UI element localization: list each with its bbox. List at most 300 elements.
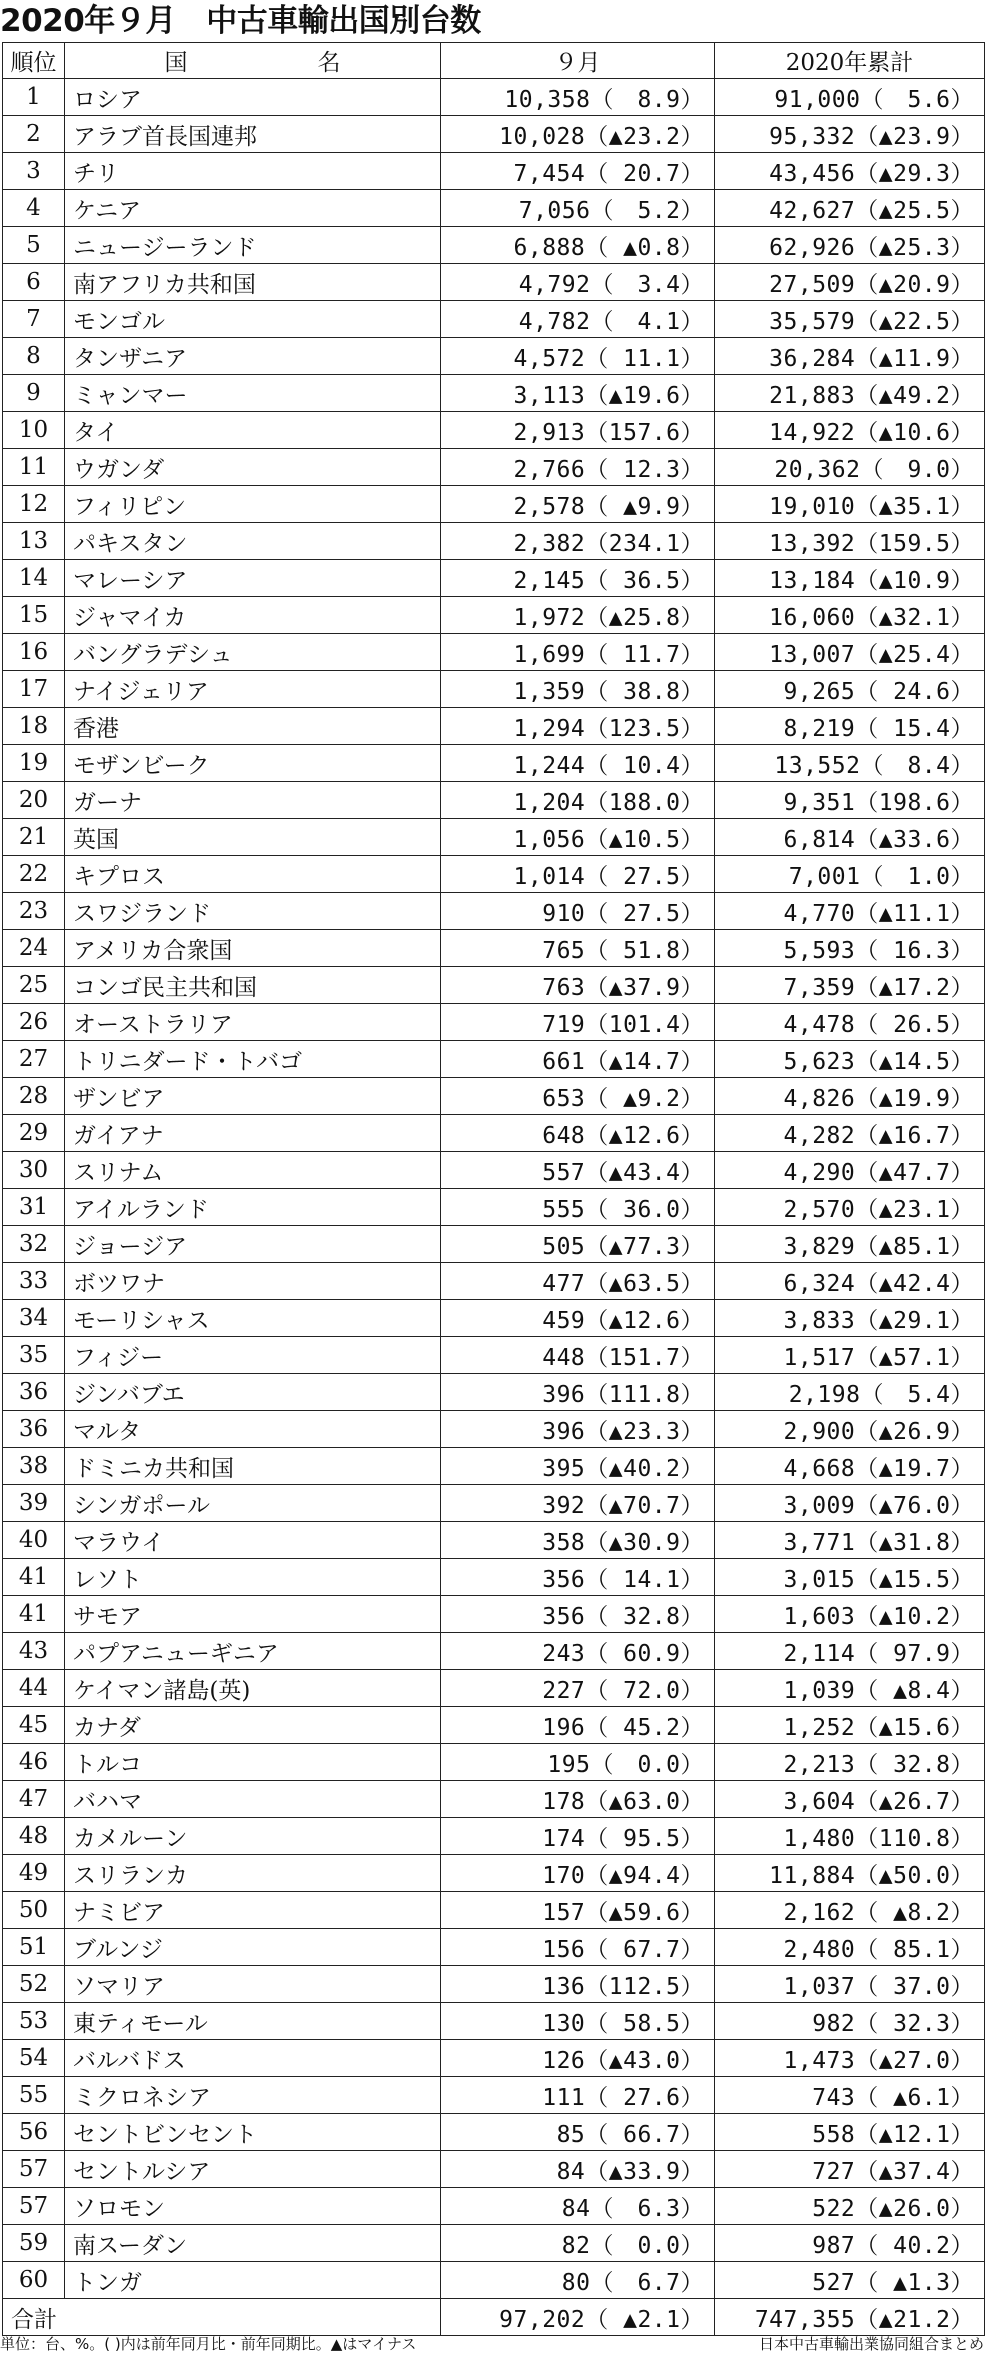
cumulative-cell: 2,114（ 97.9） xyxy=(715,1633,985,1670)
rank-cell: 56 xyxy=(3,2114,65,2151)
footnote: 単位：台、%。( )内は前年同月比・前年同期比。▲はマイナス xyxy=(0,2335,417,2353)
rank-cell: 53 xyxy=(3,2003,65,2040)
table-row xyxy=(3,449,985,486)
country-name-cell: ジャマイカ xyxy=(65,597,441,634)
rank-cell: 49 xyxy=(3,1855,65,1892)
cumulative-cell: 91,000（ 5.6） xyxy=(715,79,985,116)
september-cell: 2,382（234.1） xyxy=(441,523,715,560)
country-name-cell: ケイマン諸島(英) xyxy=(65,1670,441,1707)
table-row xyxy=(3,708,985,745)
september-cell: 2,913（157.6） xyxy=(441,412,715,449)
country-name-cell: 東ティモール xyxy=(65,2003,441,2040)
september-cell: 10,358（ 8.9） xyxy=(441,79,715,116)
rank-cell: 60 xyxy=(3,2262,65,2299)
cumulative-cell: 13,392（159.5） xyxy=(715,523,985,560)
table-row xyxy=(3,2040,985,2077)
cumulative-cell: 1,473（▲27.0） xyxy=(715,2040,985,2077)
table-row xyxy=(3,264,985,301)
cumulative-cell: 16,060（▲32.1） xyxy=(715,597,985,634)
september-cell: 174（ 95.5） xyxy=(441,1818,715,1855)
rank-cell: 30 xyxy=(3,1152,65,1189)
cumulative-cell: 13,007（▲25.4） xyxy=(715,634,985,671)
september-cell: 356（ 14.1） xyxy=(441,1559,715,1596)
september-cell: 82（ 0.0） xyxy=(441,2225,715,2262)
table-row xyxy=(3,1929,985,1966)
september-cell: 653（ ▲9.2） xyxy=(441,1078,715,1115)
table-row xyxy=(3,523,985,560)
cumulative-cell: 2,198（ 5.4） xyxy=(715,1374,985,1411)
total-row xyxy=(3,2299,985,2336)
rank-cell: 21 xyxy=(3,819,65,856)
september-cell: 243（ 60.9） xyxy=(441,1633,715,1670)
rank-cell: 45 xyxy=(3,1707,65,1744)
september-cell: 763（▲37.9） xyxy=(441,967,715,1004)
rank-cell: 3 xyxy=(3,153,65,190)
country-name-cell: ロシア xyxy=(65,79,441,116)
rank-cell: 33 xyxy=(3,1263,65,1300)
header-september: ９月 xyxy=(441,43,715,79)
september-cell: 2,145（ 36.5） xyxy=(441,560,715,597)
september-cell: 1,014（ 27.5） xyxy=(441,856,715,893)
cumulative-cell: 2,570（▲23.1） xyxy=(715,1189,985,1226)
cumulative-cell: 7,001（ 1.0） xyxy=(715,856,985,893)
table-row xyxy=(3,893,985,930)
country-name-cell: ソロモン xyxy=(65,2188,441,2225)
country-name-cell: オーストラリア xyxy=(65,1004,441,1041)
cumulative-cell: 558（▲12.1） xyxy=(715,2114,985,2151)
cumulative-cell: 13,552（ 8.4） xyxy=(715,745,985,782)
total-label: 合計 xyxy=(3,2299,441,2336)
country-name-cell: スワジランド xyxy=(65,893,441,930)
rank-cell: 20 xyxy=(3,782,65,819)
cumulative-cell: 11,884（▲50.0） xyxy=(715,1855,985,1892)
rank-cell: 12 xyxy=(3,486,65,523)
country-name-cell: ケニア xyxy=(65,190,441,227)
cumulative-cell: 43,456（▲29.3） xyxy=(715,153,985,190)
rank-cell: 7 xyxy=(3,301,65,338)
rank-cell: 23 xyxy=(3,893,65,930)
september-cell: 505（▲77.3） xyxy=(441,1226,715,1263)
cumulative-cell: 522（▲26.0） xyxy=(715,2188,985,2225)
country-name-cell: ジンバブエ xyxy=(65,1374,441,1411)
september-cell: 395（▲40.2） xyxy=(441,1448,715,1485)
cumulative-cell: 3,833（▲29.1） xyxy=(715,1300,985,1337)
country-name-cell: パプアニューギニア xyxy=(65,1633,441,1670)
september-cell: 84（▲33.9） xyxy=(441,2151,715,2188)
country-name-cell: ボツワナ xyxy=(65,1263,441,1300)
header-country-char-2: 名 xyxy=(317,50,341,76)
rank-cell: 48 xyxy=(3,1818,65,1855)
table-row xyxy=(3,1485,985,1522)
country-name-cell: カメルーン xyxy=(65,1818,441,1855)
rank-cell: 13 xyxy=(3,523,65,560)
country-name-cell: ドミニカ共和国 xyxy=(65,1448,441,1485)
rank-cell: 47 xyxy=(3,1781,65,1818)
table-row xyxy=(3,1559,985,1596)
total-cumulative: 747,355（▲21.2） xyxy=(715,2299,985,2336)
september-cell: 7,056（ 5.2） xyxy=(441,190,715,227)
table-row xyxy=(3,1448,985,1485)
september-cell: 227（ 72.0） xyxy=(441,1670,715,1707)
country-name-cell: トリニダード・トバゴ xyxy=(65,1041,441,1078)
cumulative-cell: 3,015（▲15.5） xyxy=(715,1559,985,1596)
table-row xyxy=(3,1670,985,1707)
table-row xyxy=(3,79,985,116)
september-cell: 765（ 51.8） xyxy=(441,930,715,967)
cumulative-cell: 42,627（▲25.5） xyxy=(715,190,985,227)
rank-cell: 16 xyxy=(3,634,65,671)
september-cell: 555（ 36.0） xyxy=(441,1189,715,1226)
table-row xyxy=(3,1374,985,1411)
rank-cell: 24 xyxy=(3,930,65,967)
table-row xyxy=(3,190,985,227)
country-name-cell: ジョージア xyxy=(65,1226,441,1263)
country-name-cell: モーリシャス xyxy=(65,1300,441,1337)
country-name-cell: コンゴ民主共和国 xyxy=(65,967,441,1004)
rank-cell: 35 xyxy=(3,1337,65,1374)
september-cell: 459（▲12.6） xyxy=(441,1300,715,1337)
table-row xyxy=(3,486,985,523)
table-row xyxy=(3,560,985,597)
table-row xyxy=(3,1041,985,1078)
cumulative-cell: 5,593（ 16.3） xyxy=(715,930,985,967)
table-row xyxy=(3,1892,985,1929)
country-name-cell: ナイジェリア xyxy=(65,671,441,708)
table-row xyxy=(3,819,985,856)
rank-cell: 50 xyxy=(3,1892,65,1929)
country-name-cell: トルコ xyxy=(65,1744,441,1781)
cumulative-cell: 1,037（ 37.0） xyxy=(715,1966,985,2003)
table-row xyxy=(3,930,985,967)
country-name-cell: マルタ xyxy=(65,1411,441,1448)
september-cell: 136（112.5） xyxy=(441,1966,715,2003)
rank-cell: 54 xyxy=(3,2040,65,2077)
country-name-cell: ガイアナ xyxy=(65,1115,441,1152)
table-row xyxy=(3,2003,985,2040)
country-name-cell: ソマリア xyxy=(65,1966,441,2003)
table-row xyxy=(3,2225,985,2262)
country-name-cell: ニュージーランド xyxy=(65,227,441,264)
september-cell: 477（▲63.5） xyxy=(441,1263,715,1300)
rank-cell: 41 xyxy=(3,1559,65,1596)
september-cell: 396（111.8） xyxy=(441,1374,715,1411)
rank-cell: 57 xyxy=(3,2188,65,2225)
rank-cell: 15 xyxy=(3,597,65,634)
table-row xyxy=(3,227,985,264)
country-name-cell: セントビンセント xyxy=(65,2114,441,2151)
september-cell: 10,028（▲23.2） xyxy=(441,116,715,153)
table-row xyxy=(3,1522,985,1559)
table-row xyxy=(3,116,985,153)
table-row xyxy=(3,1115,985,1152)
september-cell: 1,972（▲25.8） xyxy=(441,597,715,634)
cumulative-cell: 19,010（▲35.1） xyxy=(715,486,985,523)
country-name-cell: バングラデシュ xyxy=(65,634,441,671)
cumulative-cell: 3,604（▲26.7） xyxy=(715,1781,985,1818)
country-name-cell: スリナム xyxy=(65,1152,441,1189)
cumulative-cell: 1,603（▲10.2） xyxy=(715,1596,985,1633)
cumulative-cell: 743（ ▲6.1） xyxy=(715,2077,985,2114)
cumulative-cell: 13,184（▲10.9） xyxy=(715,560,985,597)
rank-cell: 46 xyxy=(3,1744,65,1781)
header-country xyxy=(65,43,441,79)
cumulative-cell: 2,900（▲26.9） xyxy=(715,1411,985,1448)
september-cell: 661（▲14.7） xyxy=(441,1041,715,1078)
september-cell: 4,792（ 3.4） xyxy=(441,264,715,301)
cumulative-cell: 527（ ▲1.3） xyxy=(715,2262,985,2299)
table-row xyxy=(3,967,985,1004)
september-cell: 126（▲43.0） xyxy=(441,2040,715,2077)
country-name-cell: カナダ xyxy=(65,1707,441,1744)
rank-cell: 19 xyxy=(3,745,65,782)
september-cell: 358（▲30.9） xyxy=(441,1522,715,1559)
rank-cell: 39 xyxy=(3,1485,65,1522)
cumulative-cell: 9,351（198.6） xyxy=(715,782,985,819)
september-cell: 4,782（ 4.1） xyxy=(441,301,715,338)
cumulative-cell: 4,668（▲19.7） xyxy=(715,1448,985,1485)
rank-cell: 17 xyxy=(3,671,65,708)
rank-cell: 59 xyxy=(3,2225,65,2262)
cumulative-cell: 5,623（▲14.5） xyxy=(715,1041,985,1078)
rank-cell: 2 xyxy=(3,116,65,153)
source-note: 日本中古車輸出業協同組合まとめ xyxy=(758,2335,984,2353)
rank-cell: 41 xyxy=(3,1596,65,1633)
table-row xyxy=(3,856,985,893)
september-cell: 6,888（ ▲0.8） xyxy=(441,227,715,264)
cumulative-cell: 36,284（▲11.9） xyxy=(715,338,985,375)
country-name-cell: 南アフリカ共和国 xyxy=(65,264,441,301)
table-row xyxy=(3,2188,985,2225)
rank-cell: 22 xyxy=(3,856,65,893)
cumulative-cell: 1,039（ ▲8.4） xyxy=(715,1670,985,1707)
september-cell: 156（ 67.7） xyxy=(441,1929,715,1966)
september-cell: 396（▲23.3） xyxy=(441,1411,715,1448)
september-cell: 557（▲43.4） xyxy=(441,1152,715,1189)
cumulative-cell: 4,282（▲16.7） xyxy=(715,1115,985,1152)
table-body xyxy=(3,79,985,2299)
september-cell: 1,699（ 11.7） xyxy=(441,634,715,671)
country-name-cell: パキスタン xyxy=(65,523,441,560)
september-cell: 4,572（ 11.1） xyxy=(441,338,715,375)
cumulative-cell: 1,252（▲15.6） xyxy=(715,1707,985,1744)
table-row xyxy=(3,1781,985,1818)
rank-cell: 44 xyxy=(3,1670,65,1707)
september-cell: 2,578（ ▲9.9） xyxy=(441,486,715,523)
table-row xyxy=(3,1226,985,1263)
country-name-cell: 南スーダン xyxy=(65,2225,441,2262)
country-name-cell: ガーナ xyxy=(65,782,441,819)
september-cell: 1,294（123.5） xyxy=(441,708,715,745)
table-row xyxy=(3,782,985,819)
country-name-cell: レソト xyxy=(65,1559,441,1596)
cumulative-cell: 727（▲37.4） xyxy=(715,2151,985,2188)
cumulative-cell: 95,332（▲23.9） xyxy=(715,116,985,153)
september-cell: 1,056（▲10.5） xyxy=(441,819,715,856)
country-name-cell: バルバドス xyxy=(65,2040,441,2077)
rank-cell: 5 xyxy=(3,227,65,264)
table-row xyxy=(3,597,985,634)
table-row xyxy=(3,1633,985,1670)
september-cell: 85（ 66.7） xyxy=(441,2114,715,2151)
rank-cell: 25 xyxy=(3,967,65,1004)
rank-cell: 14 xyxy=(3,560,65,597)
cumulative-cell: 2,480（ 85.1） xyxy=(715,1929,985,1966)
country-name-cell: シンガポール xyxy=(65,1485,441,1522)
cumulative-cell: 7,359（▲17.2） xyxy=(715,967,985,1004)
cumulative-cell: 6,814（▲33.6） xyxy=(715,819,985,856)
header-cumulative: 2020年累計 xyxy=(715,43,985,79)
september-cell: 910（ 27.5） xyxy=(441,893,715,930)
table-row xyxy=(3,1152,985,1189)
rank-cell: 27 xyxy=(3,1041,65,1078)
cumulative-cell: 6,324（▲42.4） xyxy=(715,1263,985,1300)
country-name-cell: アメリカ合衆国 xyxy=(65,930,441,967)
rank-cell: 18 xyxy=(3,708,65,745)
september-cell: 3,113（▲19.6） xyxy=(441,375,715,412)
september-cell: 392（▲70.7） xyxy=(441,1485,715,1522)
september-cell: 196（ 45.2） xyxy=(441,1707,715,1744)
country-name-cell: タイ xyxy=(65,412,441,449)
country-name-cell: ウガンダ xyxy=(65,449,441,486)
cumulative-cell: 4,826（▲19.9） xyxy=(715,1078,985,1115)
table-row xyxy=(3,1004,985,1041)
table-row xyxy=(3,301,985,338)
cumulative-cell: 3,009（▲76.0） xyxy=(715,1485,985,1522)
september-cell: 1,359（ 38.8） xyxy=(441,671,715,708)
country-name-cell: セントルシア xyxy=(65,2151,441,2188)
country-name-cell: ミクロネシア xyxy=(65,2077,441,2114)
table-row xyxy=(3,1707,985,1744)
table-row xyxy=(3,2077,985,2114)
header-rank: 順位 xyxy=(3,43,65,79)
cumulative-cell: 62,926（▲25.3） xyxy=(715,227,985,264)
country-name-cell: トンガ xyxy=(65,2262,441,2299)
rank-cell: 55 xyxy=(3,2077,65,2114)
september-cell: 111（ 27.6） xyxy=(441,2077,715,2114)
rank-cell: 38 xyxy=(3,1448,65,1485)
september-cell: 170（▲94.4） xyxy=(441,1855,715,1892)
table-row xyxy=(3,1189,985,1226)
total-september: 97,202（ ▲2.1） xyxy=(441,2299,715,2336)
rank-cell: 1 xyxy=(3,79,65,116)
country-name-cell: ミャンマー xyxy=(65,375,441,412)
table-row xyxy=(3,2262,985,2299)
country-name-cell: ザンビア xyxy=(65,1078,441,1115)
rank-cell: 36 xyxy=(3,1374,65,1411)
rank-cell: 57 xyxy=(3,2151,65,2188)
cumulative-cell: 3,829（▲85.1） xyxy=(715,1226,985,1263)
cumulative-cell: 4,770（▲11.1） xyxy=(715,893,985,930)
rank-cell: 29 xyxy=(3,1115,65,1152)
export-table xyxy=(2,42,985,2336)
rank-cell: 10 xyxy=(3,412,65,449)
september-cell: 130（ 58.5） xyxy=(441,2003,715,2040)
country-name-cell: キプロス xyxy=(65,856,441,893)
september-cell: 648（▲12.6） xyxy=(441,1115,715,1152)
country-name-cell: スリランカ xyxy=(65,1855,441,1892)
cumulative-cell: 8,219（ 15.4） xyxy=(715,708,985,745)
rank-cell: 11 xyxy=(3,449,65,486)
country-name-cell: ブルンジ xyxy=(65,1929,441,1966)
cumulative-cell: 987（ 40.2） xyxy=(715,2225,985,2262)
rank-cell: 8 xyxy=(3,338,65,375)
country-name-cell: アラブ首長国連邦 xyxy=(65,116,441,153)
september-cell: 719（101.4） xyxy=(441,1004,715,1041)
rank-cell: 9 xyxy=(3,375,65,412)
country-name-cell: モザンビーク xyxy=(65,745,441,782)
cumulative-cell: 14,922（▲10.6） xyxy=(715,412,985,449)
table-row xyxy=(3,1744,985,1781)
september-cell: 178（▲63.0） xyxy=(441,1781,715,1818)
table-row xyxy=(3,2114,985,2151)
country-name-cell: モンゴル xyxy=(65,301,441,338)
table-row xyxy=(3,338,985,375)
september-cell: 157（▲59.6） xyxy=(441,1892,715,1929)
rank-cell: 36 xyxy=(3,1411,65,1448)
cumulative-cell: 20,362（ 9.0） xyxy=(715,449,985,486)
september-cell: 84（ 6.3） xyxy=(441,2188,715,2225)
table-row xyxy=(3,1337,985,1374)
table-row xyxy=(3,1300,985,1337)
cumulative-cell: 2,213（ 32.8） xyxy=(715,1744,985,1781)
table-row xyxy=(3,634,985,671)
cumulative-cell: 35,579（▲22.5） xyxy=(715,301,985,338)
rank-cell: 28 xyxy=(3,1078,65,1115)
country-name-cell: チリ xyxy=(65,153,441,190)
country-name-cell: バハマ xyxy=(65,1781,441,1818)
cumulative-cell: 27,509（▲20.9） xyxy=(715,264,985,301)
country-name-cell: アイルランド xyxy=(65,1189,441,1226)
table-row xyxy=(3,1263,985,1300)
cumulative-cell: 4,290（▲47.7） xyxy=(715,1152,985,1189)
table-row xyxy=(3,1818,985,1855)
rank-cell: 6 xyxy=(3,264,65,301)
september-cell: 356（ 32.8） xyxy=(441,1596,715,1633)
rank-cell: 52 xyxy=(3,1966,65,2003)
cumulative-cell: 21,883（▲49.2） xyxy=(715,375,985,412)
table-row xyxy=(3,153,985,190)
country-name-cell: フィリピン xyxy=(65,486,441,523)
table-row xyxy=(3,375,985,412)
september-cell: 1,204（188.0） xyxy=(441,782,715,819)
rank-cell: 34 xyxy=(3,1300,65,1337)
cumulative-cell: 982（ 32.3） xyxy=(715,2003,985,2040)
cumulative-cell: 1,480（110.8） xyxy=(715,1818,985,1855)
table-row xyxy=(3,1411,985,1448)
page-title: 2020年９月 中古車輸出国別台数 xyxy=(0,3,481,39)
table-row xyxy=(3,1078,985,1115)
cumulative-cell: 4,478（ 26.5） xyxy=(715,1004,985,1041)
country-name-cell: マレーシア xyxy=(65,560,441,597)
table-row xyxy=(3,412,985,449)
country-name-cell: 香港 xyxy=(65,708,441,745)
table-row xyxy=(3,2151,985,2188)
september-cell: 2,766（ 12.3） xyxy=(441,449,715,486)
country-name-cell: 英国 xyxy=(65,819,441,856)
september-cell: 195（ 0.0） xyxy=(441,1744,715,1781)
september-cell: 80（ 6.7） xyxy=(441,2262,715,2299)
september-cell: 448（151.7） xyxy=(441,1337,715,1374)
cumulative-cell: 2,162（ ▲8.2） xyxy=(715,1892,985,1929)
country-name-cell: ナミビア xyxy=(65,1892,441,1929)
cumulative-cell: 9,265（ 24.6） xyxy=(715,671,985,708)
rank-cell: 26 xyxy=(3,1004,65,1041)
table-row xyxy=(3,745,985,782)
rank-cell: 43 xyxy=(3,1633,65,1670)
rank-cell: 4 xyxy=(3,190,65,227)
country-name-cell: サモア xyxy=(65,1596,441,1633)
september-cell: 1,244（ 10.4） xyxy=(441,745,715,782)
